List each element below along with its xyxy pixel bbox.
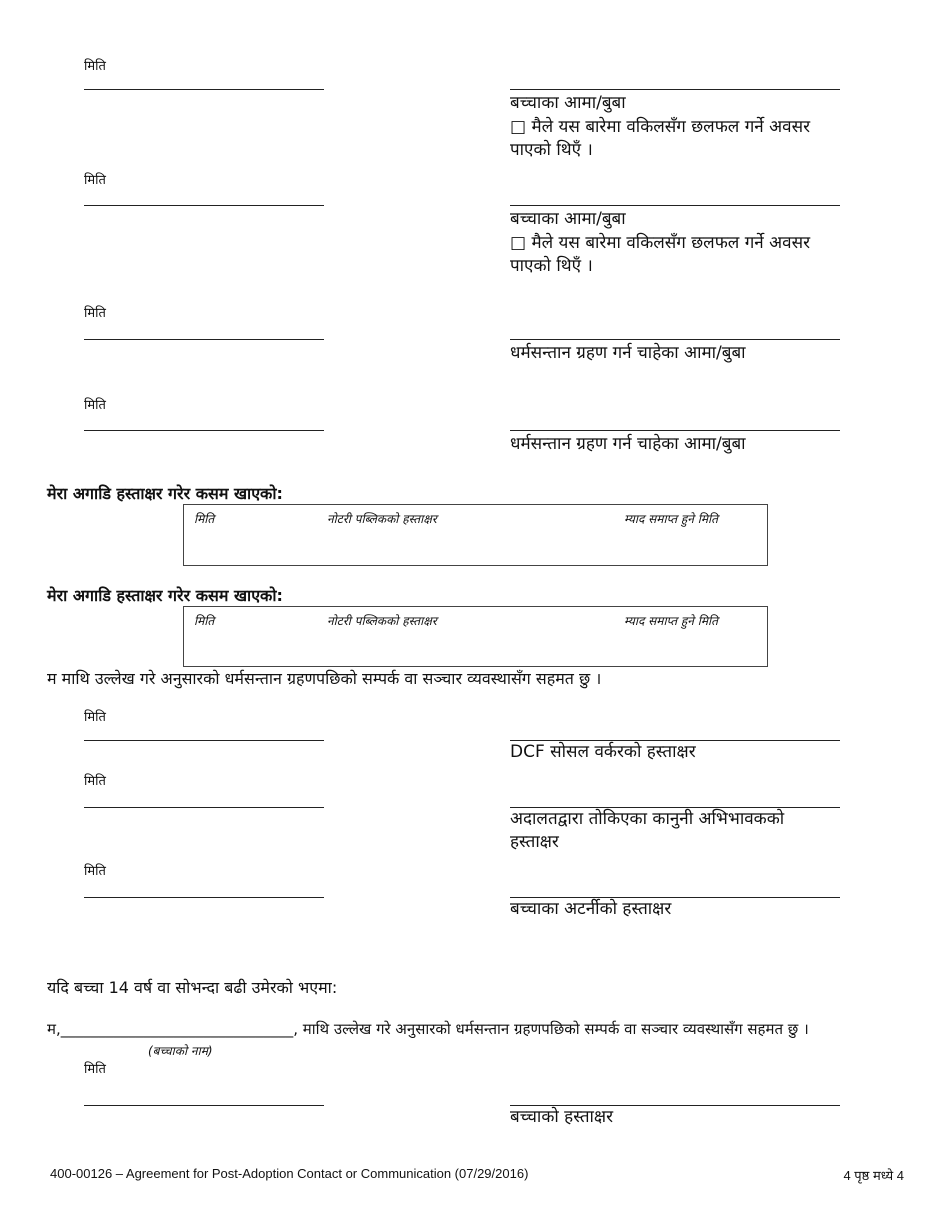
- adoptive-parent-signature-label: धर्मसन्तान ग्रहण गर्न चाहेका आमा/बुबा: [510, 434, 746, 454]
- date-line[interactable]: [84, 740, 324, 741]
- notary-box[interactable]: [183, 504, 768, 566]
- notary-signature-label: नोटरी पब्लिकको हस्ताक्षर: [327, 512, 437, 526]
- signature-line[interactable]: [510, 339, 840, 340]
- date-label: मिति: [84, 1062, 106, 1077]
- parent-signature-label: बच्चाका आमा/बुबा: [510, 209, 626, 229]
- date-label: मिति: [84, 710, 106, 725]
- agreement-statement: म माथि उल्लेख गरे अनुसारको धर्मसन्तान ग्रहणपछिको सम्पर्क वा सञ्चार व्यवस्थासँग सहमत छु ।: [47, 669, 602, 688]
- date-label: मिति: [84, 306, 106, 321]
- date-label: मिति: [84, 774, 106, 789]
- date-line[interactable]: [84, 1105, 324, 1106]
- child-signature-label: बच्चाको हस्ताक्षर: [510, 1107, 614, 1127]
- attorney-discussion-checkbox[interactable]: □ मैले यस बारेमा वकिलसँग छलफल गर्ने अवसर पाएको थिएँ ।: [510, 117, 811, 160]
- attorney-discussion-checkbox[interactable]: □ मैले यस बारेमा वकिलसँग छलफल गर्ने अवसर पाएको थिएँ ।: [510, 233, 811, 276]
- child-name-caption: (बच्चाको नाम): [148, 1044, 213, 1058]
- notary-date-label: मिति: [194, 512, 215, 526]
- adoptive-parent-signature-label: धर्मसन्तान ग्रहण गर्न चाहेका आमा/बुबा: [510, 343, 746, 363]
- signature-line[interactable]: [510, 89, 840, 90]
- notary-signature-label: नोटरी पब्लिकको हस्ताक्षर: [327, 614, 437, 628]
- date-line[interactable]: [84, 205, 324, 206]
- date-line[interactable]: [84, 897, 324, 898]
- signature-line[interactable]: [510, 430, 840, 431]
- date-label: मिति: [84, 864, 106, 879]
- date-label: मिति: [84, 398, 106, 413]
- footer-page-number: 4 पृष्ठ मध्ये 4: [843, 1168, 904, 1183]
- notary-date-label: मिति: [194, 614, 215, 628]
- date-label: मिति: [84, 173, 106, 188]
- child-statement-text: , माथि उल्लेख गरे अनुसारको धर्मसन्तान ग्रहणपछिको सम्पर्क वा सञ्चार व्यवस्थासँग सहमत छु ।: [293, 1020, 809, 1038]
- child-name-blank[interactable]: म,_______________________________: [47, 1020, 294, 1038]
- notary-expiration-label: म्याद समाप्त हुने मिति: [624, 614, 718, 628]
- date-label: मिति: [84, 59, 106, 74]
- dcf-signature-label: DCF सोसल वर्करको हस्ताक्षर: [510, 742, 696, 762]
- signature-line[interactable]: [510, 205, 840, 206]
- parent-signature-label: बच्चाका आमा/बुबा: [510, 93, 626, 113]
- notary-box[interactable]: [183, 606, 768, 667]
- footer-form-id: 400-00126 – Agreement for Post-Adoption Contact or Communication (07/29/2016): [50, 1166, 529, 1181]
- notary-expiration-label: म्याद समाप्त हुने मिति: [624, 512, 718, 526]
- date-line[interactable]: [84, 807, 324, 808]
- guardian-signature-label: अदालतद्वारा तोकिएका कानुनी अभिभावकको हस्ताक्षर: [510, 809, 785, 852]
- notary-heading: मेरा अगाडि हस्ताक्षर गरेर कसम खाएको:: [47, 586, 283, 605]
- child-agreement-statement: [47, 1019, 809, 1039]
- child-attorney-signature-label: बच्चाका अटर्नीको हस्ताक्षर: [510, 899, 672, 919]
- child-age-condition: यदि बच्चा 14 वर्ष वा सोभन्दा बढी उमेरको भएमा:: [47, 978, 338, 997]
- date-line[interactable]: [84, 339, 324, 340]
- date-line[interactable]: [84, 89, 324, 90]
- date-line[interactable]: [84, 430, 324, 431]
- notary-heading: मेरा अगाडि हस्ताक्षर गरेर कसम खाएको:: [47, 484, 283, 503]
